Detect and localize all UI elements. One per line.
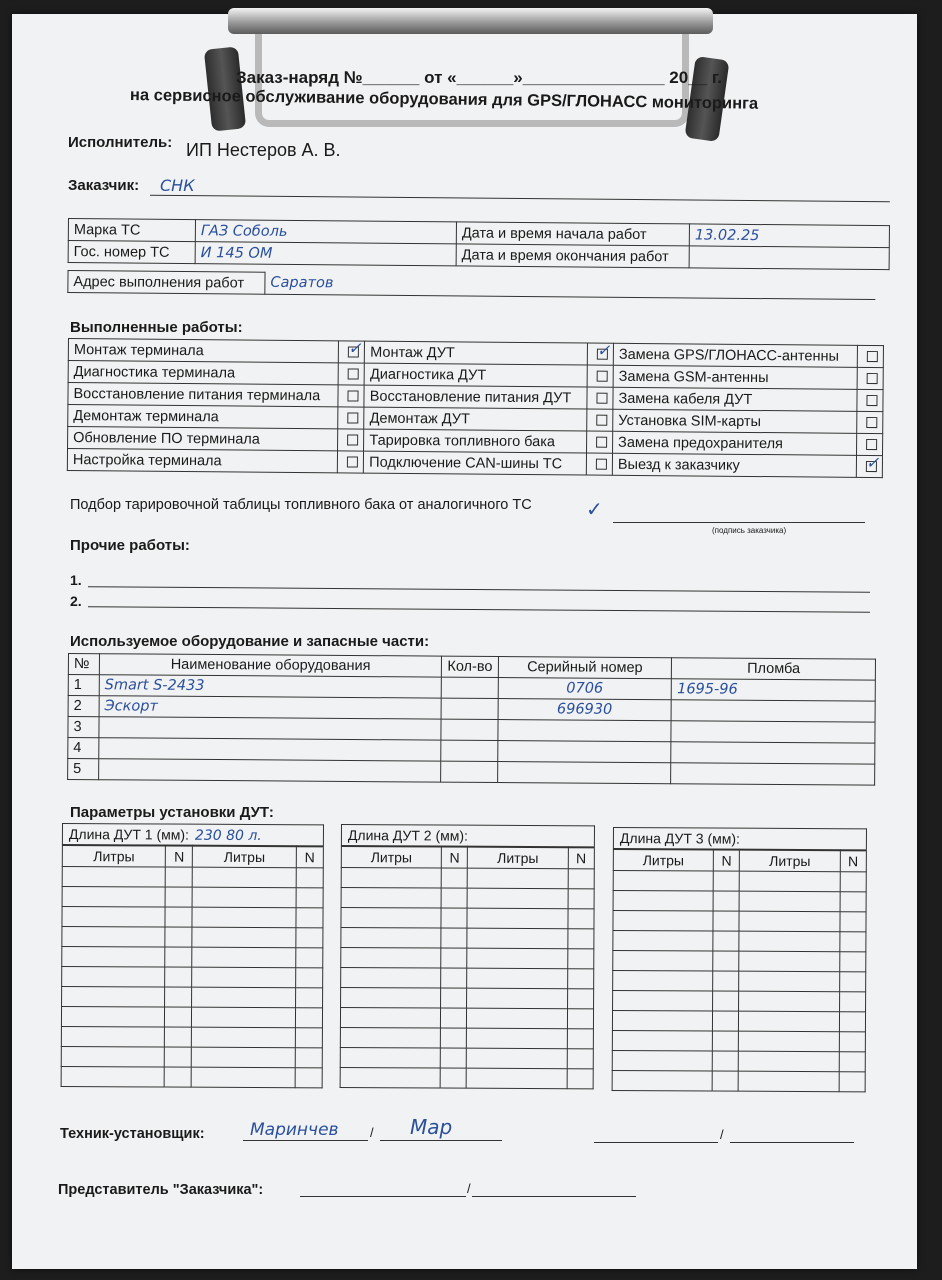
- dut-cell: [613, 971, 713, 992]
- dut-cell: [713, 911, 739, 931]
- equipment-header-3: Серийный номер: [498, 657, 672, 679]
- checkbox-icon: [867, 351, 878, 362]
- dut-cell: [341, 948, 441, 969]
- executor-label: Исполнитель:: [68, 134, 173, 151]
- dut-cell: [340, 1027, 440, 1048]
- start-label: Дата и время начала работ: [456, 222, 689, 246]
- dut-length-value-1: 230 80 л.: [194, 827, 262, 844]
- clipboard-clip-bar: [228, 8, 713, 34]
- work-checkbox-2-5[interactable]: [587, 431, 613, 453]
- work-item-2-6: Подключение CAN-шины ТС: [364, 451, 587, 475]
- dut-cell: [61, 1066, 164, 1087]
- equipment-cell-3-0: 3: [68, 717, 99, 738]
- equipment-cell-1-2: [442, 677, 498, 698]
- dut-header-3-3: N: [840, 850, 867, 872]
- work-checkbox-1-5[interactable]: [338, 429, 364, 451]
- work-item-1-1: Монтаж терминала: [68, 339, 338, 363]
- dut-cell: [295, 968, 322, 988]
- dut-length-label-1: Длина ДУТ 1 (мм):: [68, 825, 189, 843]
- customer-signature-line: [613, 522, 865, 523]
- vehicle-info-block: [67, 218, 890, 299]
- dut-cell: [468, 868, 568, 889]
- dut-cell: [712, 1051, 738, 1071]
- checkbox-icon: [596, 415, 607, 426]
- equipment-cell-5-0: 5: [68, 759, 99, 780]
- equipment-cell-2-2: [442, 698, 498, 719]
- dut-cell: [567, 1009, 594, 1029]
- dut-length-label-2: Длина ДУТ 2 (мм):: [347, 826, 468, 844]
- dut-cell: [467, 928, 567, 949]
- work-item-2-3: Восстановление питания ДУТ: [364, 385, 587, 409]
- plate-value: И 145 ОМ: [195, 242, 456, 266]
- dut-cell: [713, 991, 739, 1011]
- slash-2: /: [720, 1127, 724, 1142]
- dut-cell: [568, 909, 595, 929]
- dut-cell: [840, 872, 867, 892]
- work-item-2-4: Демонтаж ДУТ: [364, 407, 587, 431]
- dut-cell: [712, 1071, 738, 1091]
- dut-cell: [192, 927, 295, 948]
- checkbox-icon: [597, 349, 608, 360]
- dut-cell: [712, 1031, 738, 1051]
- dut-cell: [839, 952, 866, 972]
- dut-cell: [340, 1067, 440, 1088]
- dut-cell: [612, 1050, 712, 1071]
- dut-cell: [613, 931, 713, 952]
- brand-label: Марка ТС: [68, 219, 195, 242]
- dut-cell: [567, 1049, 594, 1069]
- dut-cell: [568, 869, 595, 889]
- dut-cell: [165, 1027, 192, 1047]
- dut-cell: [165, 947, 192, 967]
- dut-cell: [441, 928, 467, 948]
- dut-table-2: [340, 824, 595, 1089]
- equipment-cell-5-2: [441, 761, 497, 782]
- work-item-3-5: Замена предохранителя: [612, 431, 856, 455]
- dut-cell: [567, 949, 594, 969]
- dut-cell: [568, 889, 595, 909]
- checkbox-icon: [348, 413, 359, 424]
- checkbox-icon: [596, 437, 607, 448]
- work-checkbox-2-2[interactable]: [587, 365, 613, 387]
- dut-cell: [839, 992, 866, 1012]
- work-checkbox-2-1[interactable]: [587, 343, 613, 365]
- dut-cell: [440, 1028, 466, 1048]
- address-label: Адрес выполнения работ: [68, 271, 265, 295]
- dut-cell: [62, 947, 165, 968]
- checkbox-icon: [597, 371, 608, 382]
- dut-cell: [713, 1011, 739, 1031]
- dut-cell: [740, 871, 840, 892]
- checkbox-icon: [347, 457, 358, 468]
- work-checkbox-1-6[interactable]: [338, 451, 364, 473]
- dut-cell: [467, 1068, 567, 1089]
- dut-cell: [739, 951, 839, 972]
- dut-cell: [839, 1072, 866, 1092]
- dut-cell: [62, 987, 165, 1008]
- equipment-cell-4-1: [99, 738, 442, 761]
- dut-cell: [713, 871, 739, 891]
- dut-cell: [192, 967, 295, 988]
- dut-cell: [567, 969, 594, 989]
- dut-cell: [713, 971, 739, 991]
- dut-cell: [341, 868, 441, 889]
- equipment-cell-1-4: 1695-96: [672, 679, 876, 701]
- end-value: [689, 246, 889, 270]
- equipment-cell-5-1: [98, 759, 441, 782]
- end-label: Дата и время окончания работ: [456, 244, 689, 268]
- equipment-cell-5-4: [671, 763, 875, 785]
- work-item-3-3: Замена кабеля ДУТ: [613, 387, 857, 411]
- dut-cell: [340, 1047, 440, 1068]
- calibration-label: Подбор тарировочной таблицы топливного бака от аналогичного ТС: [70, 497, 532, 513]
- dut-header-1-1: N: [166, 846, 193, 868]
- dut-cell: [739, 931, 839, 952]
- dut-cell: [61, 1026, 164, 1047]
- dut-cell: [567, 1069, 594, 1089]
- dut-cell: [612, 1030, 712, 1051]
- work-item-2-1: Монтаж ДУТ: [365, 341, 588, 365]
- dut-cell: [165, 907, 192, 927]
- dut-cell: [567, 929, 594, 949]
- dut-header-2-3: N: [568, 847, 595, 869]
- equipment-header-0: №: [68, 654, 99, 675]
- technician-sign-line: [380, 1140, 502, 1141]
- dut-cell: [467, 1028, 567, 1049]
- dut-table-3: [612, 827, 867, 1092]
- checkbox-icon: [348, 369, 359, 380]
- checkbox-icon: [867, 373, 878, 384]
- dut-cell: [839, 1032, 866, 1052]
- work-item-1-3: Восстановление питания терминала: [68, 383, 338, 407]
- slash-3: /: [467, 1181, 471, 1196]
- dut-cell: [341, 928, 441, 949]
- work-checkbox-2-6[interactable]: [586, 453, 612, 475]
- dut-cell: [165, 867, 192, 887]
- dut-cell: [61, 1007, 164, 1028]
- dut-cell: [441, 868, 467, 888]
- dut-cell: [612, 1011, 712, 1032]
- dut-cell: [739, 1071, 839, 1092]
- customer-value: СНК: [160, 176, 195, 195]
- dut-cell: [441, 968, 467, 988]
- dut-cell: [296, 888, 323, 908]
- customer-signature-caption: (подпись заказчика): [712, 526, 787, 535]
- dut-cell: [613, 911, 713, 932]
- address-value: Саратов: [265, 272, 876, 299]
- work-item-2-2: Диагностика ДУТ: [364, 363, 587, 387]
- works-table: [67, 338, 884, 478]
- checkbox-icon: [866, 439, 877, 450]
- work-item-1-6: Настройка терминала: [67, 449, 337, 473]
- equipment-cell-4-0: 4: [68, 738, 99, 759]
- dut-header-2-1: N: [441, 847, 467, 869]
- dut-cell: [567, 989, 594, 1009]
- work-item-3-6: Выезд к заказчику: [612, 453, 856, 477]
- dut-cell: [340, 1008, 440, 1029]
- work-item-1-2: Диагностика терминала: [68, 361, 338, 385]
- dut-cell: [739, 1051, 839, 1072]
- equipment-cell-4-4: [671, 742, 875, 764]
- equipment-cell-3-1: [99, 717, 442, 740]
- customer-rep-name-line: [300, 1196, 466, 1197]
- dut-length-cell-1: [62, 824, 323, 847]
- dut-cell: [839, 1012, 866, 1032]
- dut-cell: [164, 1067, 191, 1087]
- dut-cell: [296, 908, 323, 928]
- work-checkbox-1-4[interactable]: [338, 407, 364, 429]
- dut-cell: [295, 1008, 322, 1028]
- works-title: Выполненные работы:: [70, 319, 243, 336]
- dut-cell: [295, 1028, 322, 1048]
- start-value: 13.02.25: [689, 224, 889, 248]
- equipment-cell-1-1: Smart S-2433: [99, 675, 442, 698]
- dut-cell: [62, 967, 165, 988]
- other-works-title: Прочие работы:: [70, 537, 190, 554]
- dut-cell: [612, 1070, 712, 1091]
- dut-cell: [62, 927, 165, 948]
- dut-table-1: [61, 823, 324, 1088]
- dut-cell: [840, 912, 867, 932]
- dut-cell: [296, 868, 323, 888]
- dut-cell: [739, 971, 839, 992]
- technician-signature: Мар: [410, 1115, 453, 1139]
- dut-cell: [613, 951, 713, 972]
- equipment-cell-2-3: 696930: [498, 699, 672, 721]
- checkbox-icon: [596, 393, 607, 404]
- dut-cell: [192, 947, 295, 968]
- dut-cell: [192, 907, 295, 928]
- work-item-2-5: Тарировка топливного бака: [364, 429, 587, 453]
- dut-cell: [296, 948, 323, 968]
- dut-length-cell-2: [341, 825, 594, 848]
- technician-label: Техник-установщик:: [60, 1126, 205, 1142]
- dut-cell: [341, 968, 441, 989]
- equipment-cell-3-2: [441, 719, 497, 740]
- customer-rep-sign-line: [472, 1196, 636, 1197]
- dut-cell: [467, 968, 567, 989]
- dut-cell: [165, 987, 192, 1007]
- dut-cell: [713, 891, 739, 911]
- equipment-header-2: Кол-во: [442, 656, 498, 677]
- dut-cell: [613, 891, 713, 912]
- work-checkbox-2-4[interactable]: [587, 409, 613, 431]
- dut-length-label-3: Длина ДУТ 3 (мм):: [619, 829, 740, 847]
- equipment-cell-3-3: [497, 720, 671, 742]
- dut-cell: [165, 887, 192, 907]
- equipment-header-4: Пломба: [672, 658, 876, 680]
- dut-cell: [467, 908, 567, 929]
- dut-cell: [467, 988, 567, 1009]
- dut-cell: [613, 991, 713, 1012]
- dut-cell: [440, 1068, 466, 1088]
- work-checkbox-1-1[interactable]: [339, 341, 365, 363]
- order-title-line2: на сервисное обслуживание оборудования для GPS/ГЛОНАСС мониторинга: [129, 86, 759, 113]
- dut-header-1-2: Литры: [193, 846, 296, 868]
- dut-cell: [295, 1048, 322, 1068]
- dut-cell: [467, 1048, 567, 1069]
- equipment-cell-2-1: Эскорт: [99, 696, 442, 719]
- dut-length-cell-3: [613, 828, 866, 851]
- equipment-cell-3-4: [671, 721, 875, 743]
- checkbox-icon: [596, 459, 607, 470]
- dut-cell: [440, 1048, 466, 1068]
- work-checkbox-3-4[interactable]: [857, 411, 883, 433]
- work-checkbox-2-3[interactable]: [587, 387, 613, 409]
- dut-cell: [62, 887, 165, 908]
- dut-cell: [739, 911, 839, 932]
- brand-value: ГАЗ Соболь: [195, 220, 456, 244]
- dut-title: Параметры установки ДУТ:: [70, 804, 274, 821]
- customer-rep-label: Представитель "Заказчика":: [58, 1182, 264, 1198]
- checkbox-icon: [347, 435, 358, 446]
- dut-cell: [192, 1027, 295, 1048]
- dut-cell: [467, 948, 567, 969]
- work-item-1-5: Обновление ПО терминала: [68, 427, 338, 451]
- work-checkbox-3-2[interactable]: [857, 367, 883, 389]
- dut-cell: [468, 888, 568, 909]
- dut-cell: [192, 1047, 295, 1068]
- equipment-cell-1-0: 1: [68, 675, 99, 696]
- work-item-3-1: Замена GPS/ГЛОНАСС-антенны: [613, 343, 857, 367]
- checkbox-icon: [348, 391, 359, 402]
- dut-cell: [341, 908, 441, 929]
- equipment-cell-2-0: 2: [68, 696, 99, 717]
- dut-header-3-1: N: [713, 850, 739, 872]
- dut-cell: [341, 988, 441, 1009]
- dut-cell: [295, 988, 322, 1008]
- dut-cell: [839, 1052, 866, 1072]
- equipment-cell-1-3: 0706: [498, 678, 672, 700]
- work-checkbox-3-1[interactable]: [857, 345, 883, 367]
- dut-cell: [165, 927, 192, 947]
- customer-label: Заказчик:: [68, 177, 140, 194]
- technician-name: Маринчев: [250, 1120, 339, 1140]
- equipment-cell-2-4: [671, 700, 875, 722]
- dut-cell: [739, 1031, 839, 1052]
- dut-cell: [441, 988, 467, 1008]
- dut-cell: [839, 932, 866, 952]
- dut-cell: [341, 888, 441, 909]
- dut-cell: [467, 1008, 567, 1029]
- order-title-line1: Заказ-наряд №______ от «______»_______________ 20__ г.: [236, 68, 722, 87]
- dut-cell: [441, 1008, 467, 1028]
- dut-cell: [739, 991, 839, 1012]
- equipment-table: [67, 653, 876, 786]
- equipment-cell-4-3: [497, 741, 671, 763]
- checkbox-icon: [866, 417, 877, 428]
- dut-cell: [713, 931, 739, 951]
- dut-cell: [165, 1007, 192, 1027]
- dut-cell: [193, 887, 296, 908]
- dut-cell: [61, 1046, 164, 1067]
- dut-cell: [192, 1067, 295, 1088]
- slash-1: /: [370, 1125, 374, 1140]
- dut-cell: [441, 948, 467, 968]
- technician-name-line: [243, 1140, 368, 1141]
- calibration-check-mark: ✓: [586, 497, 603, 521]
- dut-cell: [165, 967, 192, 987]
- work-checkbox-3-3[interactable]: [857, 389, 883, 411]
- dut-cell: [441, 888, 467, 908]
- dut-header-1-0: Литры: [62, 845, 165, 867]
- dut-cell: [192, 1007, 295, 1028]
- checkbox-icon: [866, 395, 877, 406]
- work-item-1-4: Демонтаж терминала: [68, 405, 338, 429]
- second-technician-sign-line: [730, 1142, 854, 1143]
- checkbox-icon: [866, 461, 877, 472]
- dut-cell: [62, 867, 165, 888]
- equipment-cell-5-3: [497, 761, 671, 783]
- equipment-header-1: Наименование оборудования: [99, 654, 442, 677]
- checkbox-icon: [348, 347, 359, 358]
- other-work-1-number: 1.: [70, 572, 82, 588]
- dut-cell: [296, 928, 323, 948]
- dut-cell: [740, 891, 840, 912]
- dut-cell: [193, 867, 296, 888]
- dut-header-3-2: Литры: [740, 850, 840, 872]
- dut-header-2-0: Литры: [341, 846, 441, 868]
- other-work-2-number: 2.: [70, 593, 82, 609]
- equipment-cell-4-2: [441, 740, 497, 761]
- work-checkbox-1-3[interactable]: [338, 385, 364, 407]
- dut-cell: [839, 972, 866, 992]
- dut-cell: [62, 907, 165, 928]
- work-checkbox-3-6[interactable]: [856, 455, 882, 477]
- work-checkbox-1-2[interactable]: [338, 363, 364, 385]
- plate-label: Гос. номер ТС: [68, 241, 195, 264]
- second-technician-name-line: [594, 1142, 718, 1143]
- dut-cell: [567, 1029, 594, 1049]
- equipment-title: Используемое оборудование и запасные части:: [70, 633, 430, 650]
- dut-cell: [295, 1068, 322, 1088]
- dut-header-1-3: N: [296, 846, 323, 868]
- dut-cell: [613, 871, 713, 892]
- dut-cell: [165, 1047, 192, 1067]
- dut-cell: [441, 908, 467, 928]
- dut-cell: [192, 987, 295, 1008]
- dut-header-3-0: Литры: [613, 849, 713, 871]
- dut-cell: [713, 951, 739, 971]
- dut-cell: [739, 1011, 839, 1032]
- executor-value: ИП Нестеров А. В.: [186, 140, 341, 160]
- work-item-3-4: Установка SIM-карты: [613, 409, 857, 433]
- work-item-3-2: Замена GSM-антенны: [613, 365, 857, 389]
- dut-cell: [840, 892, 867, 912]
- dut-header-2-2: Литры: [468, 847, 568, 869]
